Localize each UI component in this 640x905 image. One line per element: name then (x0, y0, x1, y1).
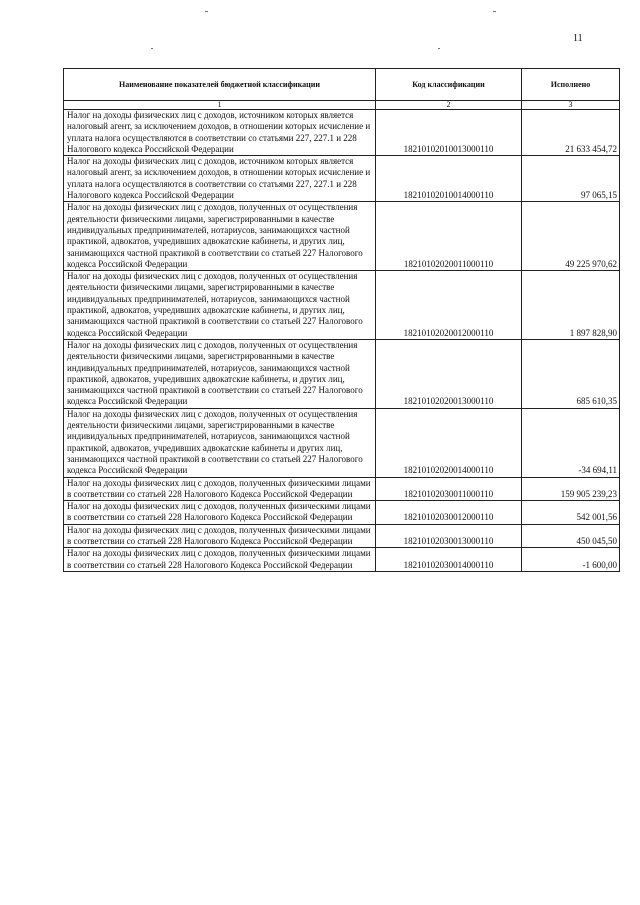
table-row (64, 110, 620, 156)
indicator-name: Налог на доходы физических лиц с доходов, полученных от осуществления деятельности физическими лицами, зарегистрированными в качестве индивидуальных предпринимателей, нотариусов, занимающихся частной практикой, адвокатов, учредивших адвокатские кабинеты, и других лиц, занимающихся частной практикой в соответствии со статьей 227 Налогового кодекса Российской Федерации (64, 339, 376, 408)
scan-speck (438, 48, 440, 49)
scan-speck (205, 11, 208, 12)
indicator-name: Налог на доходы физических лиц с доходов, источником которых является налоговый агент, за исключением доходов, в отношении которых исчисление и уплата налога осуществляются в соответствии со статьями 227, 227.1 и 228 Налогового кодекса Российской Федерации (64, 156, 376, 202)
table-row (64, 548, 620, 572)
classification-code: 18210102010014000110 (376, 156, 522, 202)
table-row (64, 339, 620, 408)
indicator-name: Налог на доходы физических лиц с доходов, полученных физическими лицами в соответствии со статьей 228 Налогового Кодекса Российской Федерации (64, 548, 376, 572)
executed-amount: 159 905 239,23 (522, 477, 620, 501)
indicator-name: Налог на доходы физических лиц с доходов, полученных от осуществления деятельности физическими лицами, зарегистрированными в качестве индивидуальных предпринимателей, нотариусов, занимающихся частной практикой, адвокатов, учредивших адвокатские кабинеты, и других лиц, занимающихся частной практикой в соответствии со статьей 227 Налогового кодекса Российской Федерации (64, 271, 376, 340)
table-row (64, 156, 620, 202)
column-number: 2 (376, 101, 522, 110)
classification-code: 18210102020011000110 (376, 202, 522, 271)
column-number: 3 (522, 101, 620, 110)
classification-code: 18210102030014000110 (376, 548, 522, 572)
indicator-name: Налог на доходы физических лиц с доходов, полученных физическими лицами в соответствии со статьей 228 Налогового Кодекса Российской Федерации (64, 477, 376, 501)
table-row (64, 524, 620, 548)
classification-code: 18210102030012000110 (376, 501, 522, 525)
executed-amount: 97 065,15 (522, 156, 620, 202)
table-row (64, 202, 620, 271)
executed-amount: 685 610,35 (522, 339, 620, 408)
executed-amount: 542 001,56 (522, 501, 620, 525)
indicator-name: Налог на доходы физических лиц с доходов, полученных от осуществления деятельности физическими лицами, зарегистрированными в качестве индивидуальных предпринимателей, нотариусов, занимающихся частной практикой, адвокатов, учредивших адвокатские кабинеты и других лиц, занимающихся частной практикой в соответствии со статьей 227 Налогового кодекса Российской Федерации (64, 408, 376, 477)
classification-code: 18210102030013000110 (376, 524, 522, 548)
indicator-name: Налог на доходы физических лиц с доходов, полученных физическими лицами в соответствии со статьей 228 Налогового Кодекса Российской Федерации (64, 501, 376, 525)
table-row (64, 477, 620, 501)
executed-amount: 21 633 454,72 (522, 110, 620, 156)
column-number: 1 (64, 101, 376, 110)
classification-code: 18210102030011000110 (376, 477, 522, 501)
indicator-name: Налог на доходы физических лиц с доходов, источником которых является налоговый агент, за исключением доходов, в отношении которых исчисление и уплата налога осуществляются в соответствии со статьями 227, 227.1 и 228 Налогового кодекса Российской Федерации (64, 110, 376, 156)
header-name: Наименование показателей бюджетной классификации (64, 69, 376, 101)
table-row (64, 271, 620, 340)
header-code: Код классификации (376, 69, 522, 101)
executed-amount: -1 600,00 (522, 548, 620, 572)
classification-code: 18210102010013000110 (376, 110, 522, 156)
indicator-name: Налог на доходы физических лиц с доходов, полученных физическими лицами в соответствии со статьей 228 Налогового Кодекса Российской Федерации (64, 524, 376, 548)
executed-amount: 1 897 828,90 (522, 271, 620, 340)
table-header-row (64, 69, 620, 101)
executed-amount: -34 694,11 (522, 408, 620, 477)
executed-amount: 450 045,50 (522, 524, 620, 548)
table-row (64, 501, 620, 525)
header-amount: Исполнено (522, 69, 620, 101)
scan-speck (151, 48, 153, 49)
classification-code: 18210102020013000110 (376, 339, 522, 408)
classification-code: 18210102020012000110 (376, 271, 522, 340)
page-number: 11 (573, 33, 583, 44)
column-numbers-row (64, 101, 620, 110)
executed-amount: 49 225 970,62 (522, 202, 620, 271)
classification-code: 18210102020014000110 (376, 408, 522, 477)
budget-classification-table (63, 68, 620, 572)
scan-speck (493, 11, 496, 12)
indicator-name: Налог на доходы физических лиц с доходов, полученных от осуществления деятельности физическими лицами, зарегистрированными в качестве индивидуальных предпринимателей, нотариусов, занимающихся частной практикой, адвокатов, учредивших адвокатские кабинеты, и других лиц, занимающихся частной практикой в соответствии со статьей 227 Налогового кодекса Российской Федерации (64, 202, 376, 271)
table-row (64, 408, 620, 477)
